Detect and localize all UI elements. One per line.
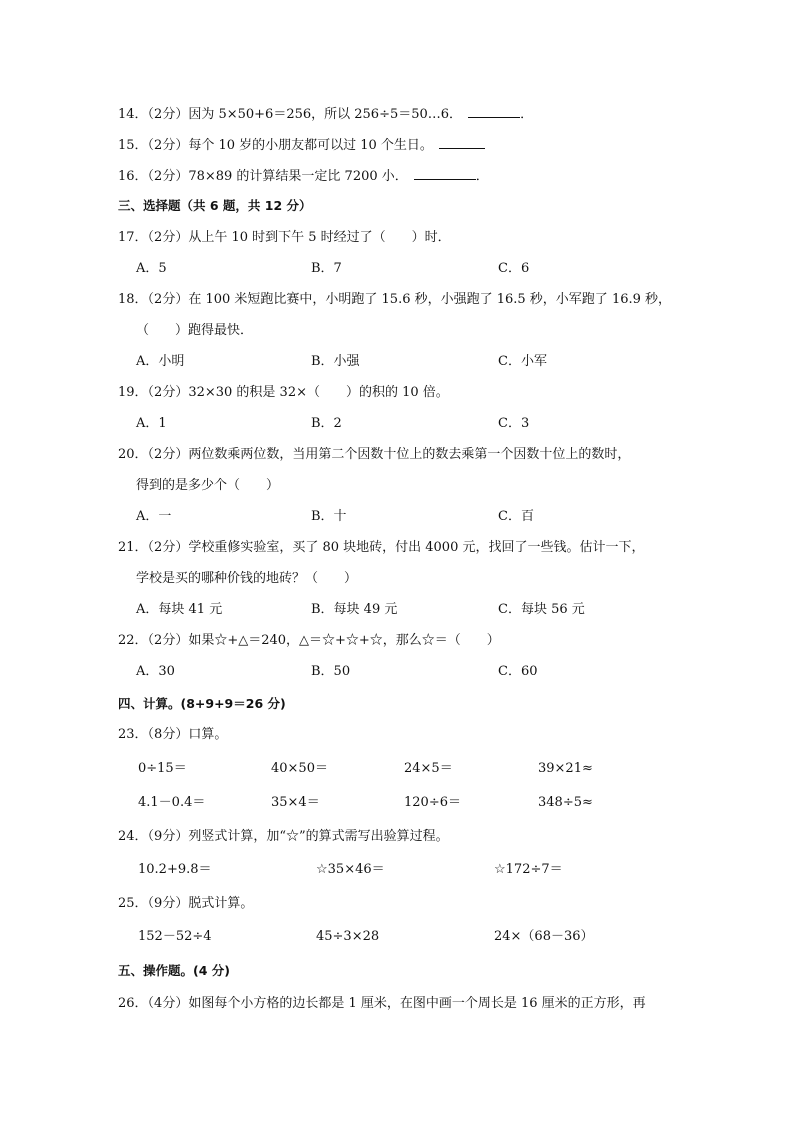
answer-blank[interactable] (414, 165, 476, 180)
oral-calc-item: 39×21≈ (538, 761, 593, 776)
question-15-text: 15．（2分）每个 10 岁的小朋友都可以过 10 个生日。 (118, 138, 433, 153)
question-14-tail: ． (520, 107, 534, 122)
question-16 (118, 165, 489, 187)
option-b[interactable]: B．小强 (311, 354, 360, 369)
option-b[interactable]: B．2 (311, 416, 342, 431)
option-c[interactable]: C．60 (498, 664, 538, 679)
question-22-text: 22．（2分）如果☆+△＝240，△＝☆+☆+☆，那么☆＝（ ） (118, 633, 500, 648)
question-21-text: 21．（2分）学校重修实验室，买了 80 块地砖，付出 4000 元，找回了一些钱。估计一下， (118, 540, 645, 555)
option-b[interactable]: B．7 (311, 261, 342, 276)
option-a[interactable]: A．1 (136, 416, 167, 431)
option-c[interactable]: C．3 (498, 416, 530, 431)
option-c[interactable]: C．小军 (498, 354, 547, 369)
vertical-calc-item: 10.2+9.8＝ (138, 862, 212, 877)
question-21-text-2: 学校是买的哪种价钱的地砖？（ ） (136, 571, 358, 586)
question-18-text: 18．（2分）在 100 米短跑比赛中，小明跑了 15.6 秒，小强跑了 16.5 秒，小军跑了 16.9 秒， (118, 292, 672, 307)
question-14 (118, 103, 533, 125)
question-20-text: 20．（2分）两位数乘两位数，当用第二个因数十位上的数去乘第一个因数十位上的数时， (118, 447, 631, 462)
oral-calc-item: 24×5＝ (404, 761, 453, 776)
oral-calc-item: 120÷6＝ (404, 795, 461, 810)
question-20-text-2: 得到的是多少个（ ） (136, 478, 280, 493)
stepwise-calc-item: 24×（68－36） (494, 929, 594, 944)
option-b[interactable]: B．每块 49 元 (311, 602, 398, 617)
question-16-tail: ． (475, 169, 489, 184)
section-heading-4: 四、计算。(8+9+9＝26 分) (118, 696, 286, 711)
answer-blank[interactable] (468, 103, 520, 118)
oral-calc-item: 35×4＝ (271, 795, 320, 810)
question-19-text: 19．（2分）32×30 的积是 32×（ ）的积的 10 倍。 (118, 385, 449, 400)
question-23-text: 23．（8分）口算。 (118, 727, 228, 742)
vertical-calc-item: ☆172÷7＝ (494, 862, 563, 877)
answer-blank[interactable] (439, 134, 485, 149)
section-heading-5: 五、操作题。(4 分) (118, 963, 230, 978)
oral-calc-item: 40×50＝ (271, 761, 328, 776)
oral-calc-item: 0÷15＝ (138, 761, 187, 776)
option-c[interactable]: C．6 (498, 261, 530, 276)
option-a[interactable]: A．5 (136, 261, 167, 276)
vertical-calc-item: ☆35×46＝ (316, 862, 385, 877)
option-a[interactable]: A．一 (136, 509, 172, 524)
option-a[interactable]: A．每块 41 元 (136, 602, 223, 617)
option-a[interactable]: A．小明 (136, 354, 185, 369)
question-17-text: 17．（2分）从上午 10 时到下午 5 时经过了（ ）时． (118, 230, 451, 245)
stepwise-calc-item: 152－52÷4 (138, 929, 212, 944)
question-24-text: 24．（9分）列竖式计算，加“☆”的算式需写出验算过程。 (118, 829, 449, 844)
question-15 (118, 134, 485, 156)
section-heading-3: 三、选择题（共 6 题，共 12 分） (118, 198, 312, 213)
question-18-text-2: （ ）跑得最快． (136, 323, 254, 338)
oral-calc-item: 348÷5≈ (538, 795, 593, 810)
stepwise-calc-item: 45÷3×28 (316, 929, 380, 944)
option-c[interactable]: C．每块 56 元 (498, 602, 585, 617)
option-b[interactable]: B．50 (311, 664, 351, 679)
question-14-text: 14．（2分）因为 5×50+6＝256，所以 256÷5＝50…6． (118, 107, 463, 122)
option-c[interactable]: C．百 (498, 509, 534, 524)
question-26-text: 26．（4分）如图每个小方格的边长都是 1 厘米，在图中画一个周长是 16 厘米的正方形，再 (118, 996, 646, 1011)
question-25-text: 25．（9分）脱式计算。 (118, 896, 254, 911)
question-16-text: 16．（2分）78×89 的计算结果一定比 7200 小． (118, 169, 408, 184)
option-b[interactable]: B．十 (311, 509, 347, 524)
option-a[interactable]: A．30 (136, 664, 175, 679)
oral-calc-item: 4.1－0.4＝ (138, 795, 206, 810)
